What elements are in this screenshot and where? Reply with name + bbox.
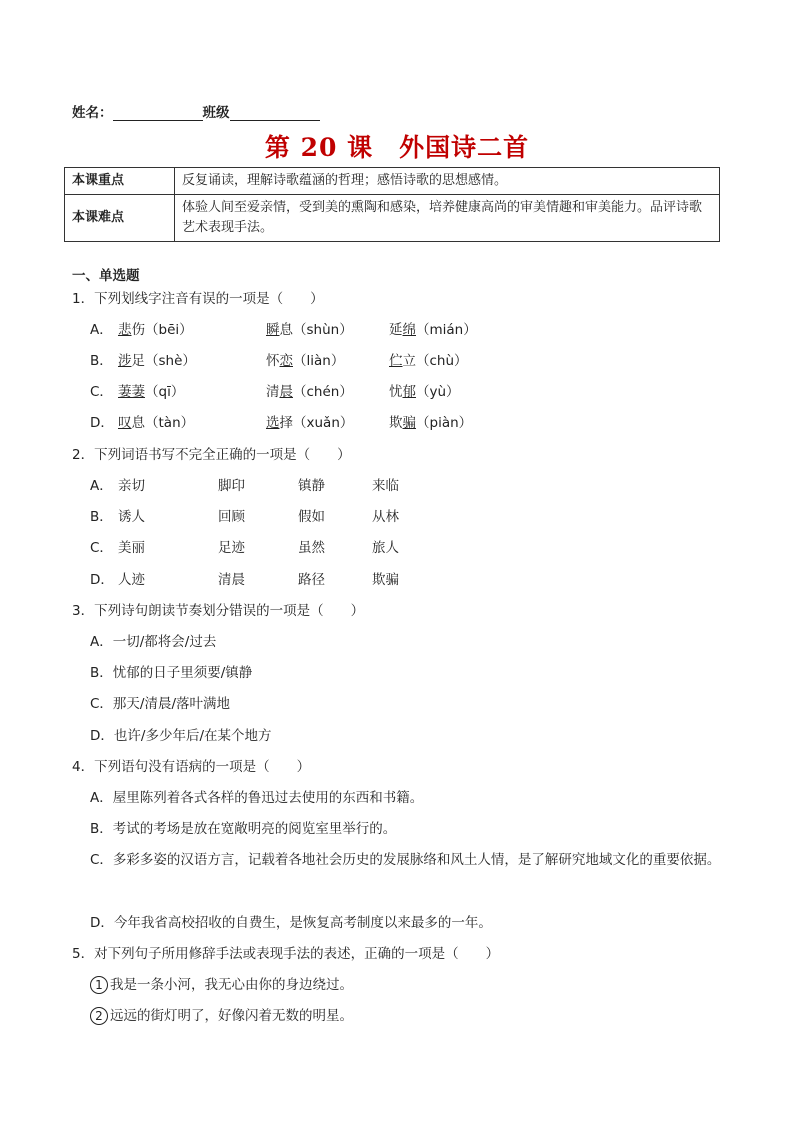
table-row (65, 195, 720, 242)
option-word: 美丽 (118, 540, 145, 556)
lesson-info-table (64, 167, 720, 242)
option-word (266, 382, 389, 402)
option-word (266, 351, 389, 371)
option-word: 来临 (372, 478, 399, 494)
underlined-char: 叹 (118, 415, 132, 431)
option-word: 诱人 (118, 509, 145, 525)
word-suffix: （chén） (293, 384, 353, 400)
word-suffix: 息（tàn） (131, 415, 195, 431)
option-letter: B． (90, 509, 113, 525)
name-label: 姓名： (72, 105, 113, 121)
option-word (389, 382, 529, 402)
question-4-option-b: B．考试的考场是放在宽敞明亮的阅览室里举行的。 (90, 821, 397, 837)
question-1-option: C． 萋萋（qī） 清晨（chén） 忧郁（yù） (90, 382, 730, 402)
underlined-char: 绵 (402, 322, 416, 338)
word-prefix: 清 (266, 384, 280, 400)
item-text: 我是一条小河，我无心由你的身边绕过。 (110, 977, 353, 993)
question-5-stem: 5．对下列句子所用修辞手法或表现手法的表述，正确的一项是（ ） (72, 946, 500, 962)
word-prefix: 忧 (389, 384, 403, 400)
question-2-option (90, 507, 730, 527)
word-prefix: 怀 (266, 353, 280, 369)
question-2-option (90, 570, 730, 590)
option-letter: C． (90, 540, 113, 556)
option-word: 脚印 (218, 478, 245, 494)
option-word (118, 351, 266, 371)
question-3-option-d: D．也许/多少年后/在某个地方 (90, 728, 272, 744)
question-1-option: A． 悲伤（bēi） 瞬息（shùn） 延绵（mián） (90, 320, 730, 340)
question-4-option-a: A．屋里陈列着各式各样的鲁迅过去使用的东西和书籍。 (90, 790, 424, 806)
underlined-char: 选 (266, 415, 280, 431)
question-5-item-2 (90, 1006, 730, 1026)
option-letter: A． (90, 478, 113, 494)
word-suffix: （mián） (416, 322, 477, 338)
option-word (389, 351, 529, 371)
question-1-stem: 1．下列划线字注音有误的一项是（ ） (72, 291, 324, 307)
question-4-option-c: C．多彩多姿的汉语方言，记载着各地社会历史的发展脉络和风土人情，是了解研究地域文化的重要依据。 (90, 852, 721, 868)
option-word: 亲切 (118, 478, 145, 494)
question-1-option: B． 涉足（shè） 怀恋（liàn） 伫立（chù） (90, 351, 730, 371)
question-3-option-b: B．忧郁的日子里须要/镇静 (90, 665, 253, 681)
page-title: 第 20 课 外国诗二首 (264, 133, 530, 162)
question-2-option (90, 476, 730, 496)
underlined-char: 郁 (402, 384, 416, 400)
question-2-stem: 2．下列词语书写不完全正确的一项是（ ） (72, 447, 351, 463)
underlined-char: 涉 (118, 353, 132, 369)
underlined-char: 恋 (279, 353, 293, 369)
section-title: 一、单选题 (72, 268, 140, 284)
word-suffix: （yù） (416, 384, 460, 400)
option-word (118, 320, 266, 340)
option-word: 足迹 (218, 540, 245, 556)
circled-number-1: 1 (90, 976, 108, 994)
option-word (266, 320, 389, 340)
underlined-char: 骗 (402, 415, 416, 431)
class-label: 班级 (202, 105, 230, 121)
underlined-char: 萋萋 (118, 384, 145, 400)
option-word: 镇静 (298, 478, 325, 494)
question-3-stem: 3．下列诗句朗读节奏划分错误的一项是（ ） (72, 603, 365, 619)
option-word: 欺骗 (372, 572, 399, 588)
question-3-option-a: A．一切/都将会/过去 (90, 634, 217, 650)
word-suffix: 择（xuǎn） (279, 415, 354, 431)
value-cell: 体验人间至爱亲情，受到美的熏陶和感染，培养健康高尚的审美情趣和审美能力。品评诗歌艺术表现手法。 (175, 195, 720, 242)
question-3-option-c: C．那天/清晨/落叶满地 (90, 696, 231, 712)
underlined-char: 伫 (389, 353, 403, 369)
question-4-stem: 4．下列语句没有语病的一项是（ ） (72, 759, 311, 775)
word-suffix: （piàn） (416, 415, 473, 431)
item-text: 远远的街灯明了，好像闪着无数的明星。 (110, 1008, 353, 1024)
option-word (118, 413, 266, 433)
question-1-option: D． 叹息（tàn） 选择（xuǎn） 欺骗（piàn） (90, 413, 730, 433)
word-prefix: 延 (389, 322, 403, 338)
key-cell: 本课重点 (65, 168, 175, 195)
option-word: 回顾 (218, 509, 245, 525)
option-word: 旅人 (372, 540, 399, 556)
question-2-option (90, 538, 730, 558)
word-prefix: 欺 (389, 415, 403, 431)
word-suffix: 息（shùn） (279, 322, 353, 338)
option-word (389, 320, 529, 340)
key-cell: 本课难点 (65, 195, 175, 242)
name-class-line (72, 101, 320, 121)
underlined-char: 瞬 (266, 322, 280, 338)
value-cell: 反复诵读，理解诗歌蕴涵的哲理；感悟诗歌的思想感情。 (175, 168, 720, 195)
option-word (118, 382, 266, 402)
option-letter: D． (90, 572, 114, 588)
word-suffix: 伤（bēi） (131, 322, 193, 338)
option-word: 路径 (298, 572, 325, 588)
option-word: 虽然 (298, 540, 325, 556)
option-word: 假如 (298, 509, 325, 525)
name-blank[interactable] (113, 106, 203, 121)
word-suffix: （qī） (145, 384, 185, 400)
class-blank[interactable] (230, 106, 320, 121)
word-suffix: （liàn） (293, 353, 345, 369)
option-word: 人迹 (118, 572, 145, 588)
word-suffix: 立（chù） (402, 353, 468, 369)
option-word: 从林 (372, 509, 399, 525)
table-row (65, 168, 720, 195)
circled-number-2: 2 (90, 1007, 108, 1025)
underlined-char: 晨 (279, 384, 293, 400)
underlined-char: 悲 (118, 322, 132, 338)
question-5-item-1 (90, 975, 730, 995)
word-suffix: 足（shè） (131, 353, 196, 369)
option-word (389, 413, 529, 433)
question-4-option-d: D．今年我省高校招收的自费生，是恢复高考制度以来最多的一年。 (90, 915, 492, 931)
option-word (266, 413, 389, 433)
option-word: 清晨 (218, 572, 245, 588)
